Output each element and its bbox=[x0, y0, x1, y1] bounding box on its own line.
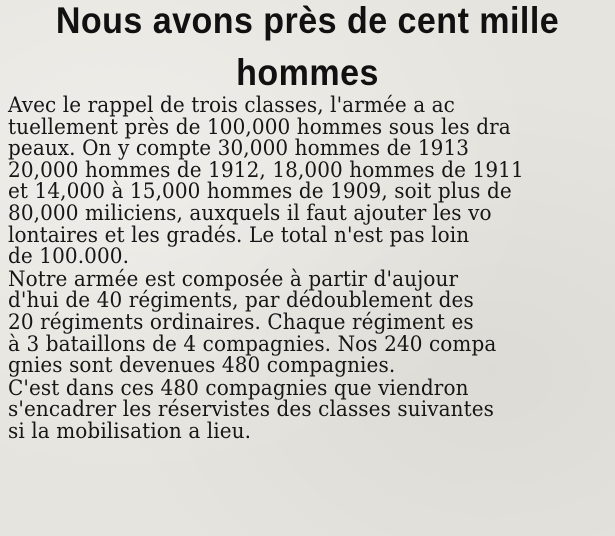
text-line: tuellement près de 100,000 hommes sous les dra bbox=[8, 114, 511, 140]
text-line: Avec le rappel de trois classes, l'armée a ac bbox=[8, 93, 455, 118]
text-line: Notre armée est composée à partir d'aujour bbox=[8, 266, 459, 292]
text-line: C'est dans ces 480 compagnies que viendron bbox=[8, 375, 469, 401]
text-line: si la mobilisation a lieu. bbox=[8, 418, 252, 444]
text-line: et 14,000 à 15,000 hommes de 1909, soit plus de bbox=[8, 179, 512, 205]
text-line: s'encadrer les réservistes des classes suivantes bbox=[8, 397, 494, 423]
text-line: de 100.000. bbox=[8, 244, 130, 270]
text-line: lontaires et les gradés. Le total n'est pas loin bbox=[8, 222, 470, 248]
text-line: 20 régiments ordinaires. Chaque régiment es bbox=[8, 309, 474, 335]
text-line: d'hui de 40 régiments, par dédoublement des bbox=[8, 288, 474, 314]
article-body bbox=[8, 95, 615, 443]
text-line: à 3 bataillons de 4 compagnies. Nos 240 compa bbox=[8, 331, 497, 357]
text-line: 80,000 miliciens, auxquels il faut ajouter les vo bbox=[8, 200, 492, 226]
text-line: 20,000 hommes de 1912, 18,000 hommes de 1911 bbox=[8, 157, 524, 183]
headline-line-2: hommes bbox=[236, 52, 379, 93]
text-line: gnies sont devenues 480 compagnies. bbox=[8, 353, 396, 379]
headline-line-1: Nous avons près de cent mille bbox=[55, 0, 560, 41]
text-line: peaux. On y compte 30,000 hommes de 1913 bbox=[8, 136, 470, 162]
